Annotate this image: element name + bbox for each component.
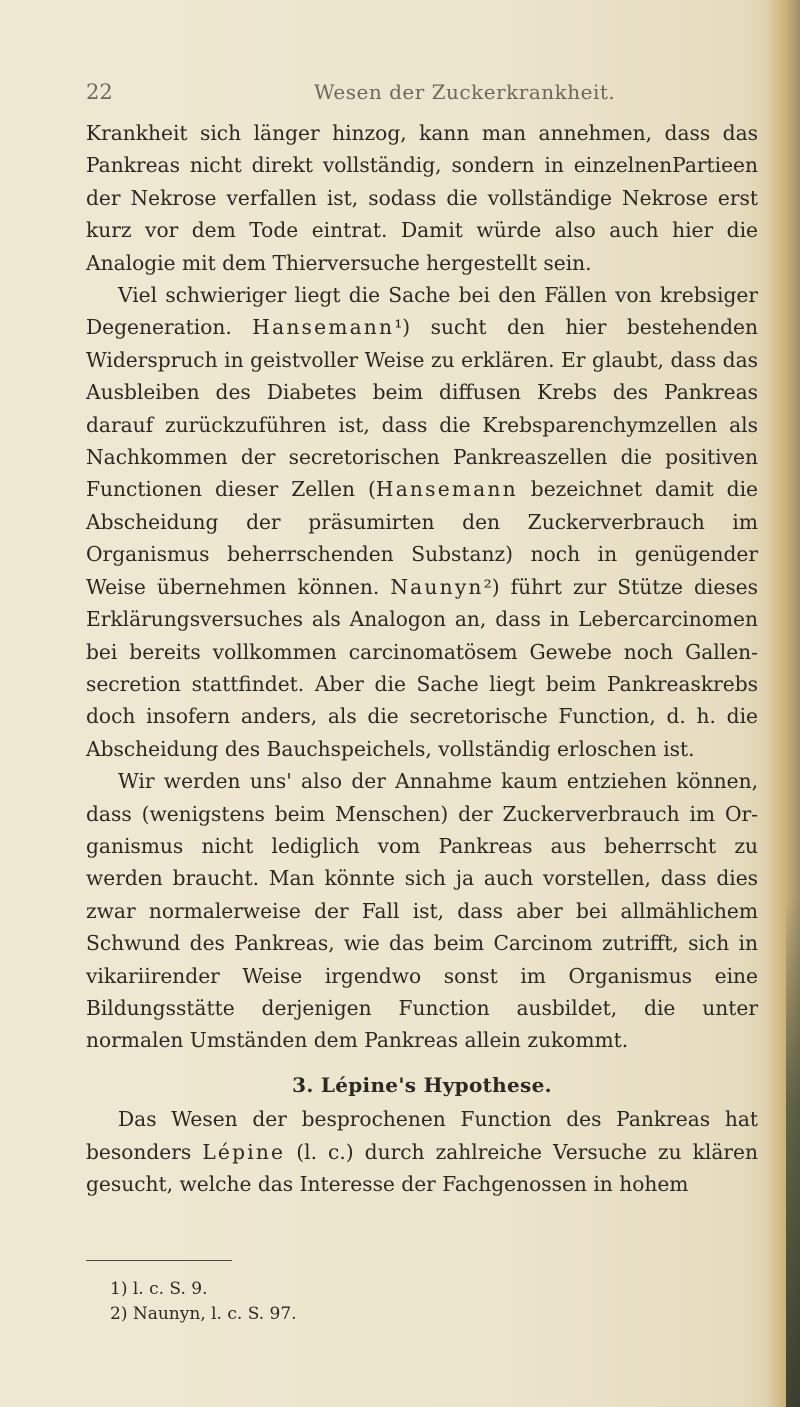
footnote-rule [86, 1260, 232, 1261]
page-header [86, 80, 758, 110]
footnote: 1) l. c. S. 9. [110, 1279, 208, 1299]
author-name: Lépine [202, 1139, 286, 1164]
text-segment: Viel schwieriger liegt die Sache bei den Fällen von krebsiger Degeneration. [86, 283, 758, 340]
author-name: Hansemann [375, 477, 518, 502]
paragraph [86, 765, 758, 1057]
running-head: Wesen der Zuckerkrankheit. [314, 80, 616, 104]
footnotes [110, 1277, 297, 1327]
text-segment: ²) führt zur Stütze dieses Erklärungsversuches als Analogon an, dass in Lebercarcinomen bei bereits vollkommen carcinomatösem Gewebe noch Gallensecretion stattfindet. Aber die Sache liegt beim Pankreaskrebs doch insofern anders, als die secretorische Function, d. h. die Abscheidung des Bauchspeichels, vollständig erloschen ist. [86, 574, 758, 761]
text-segment: Das Wesen der besprochenen Function des Pankreas hat besonders [86, 1107, 758, 1164]
text-segment: Krankheit sich länger hinzog, kann man annehmen, dass das Pankreas nicht direkt vollständig, sondern in einzelnenPartieen der Nekrose verfallen ist, sodass die vollständige Nekrose erst kurz vor dem Tode eintrat. Damit würde also auch hier die Analogie mit dem Thierversuche hergestellt sein. [86, 121, 758, 275]
text-segment: bezeichnet damit die Abscheidung der präsumirten den Zuckerverbrauch im Organismus beherrschenden Substanz) noch in genügender Weise übernehmen können. [86, 477, 758, 599]
paragraph [86, 117, 758, 279]
footnote: 2) Naunyn, l. c. S. 97. [110, 1304, 297, 1324]
paragraph [86, 279, 758, 765]
page-edge-binding [786, 900, 800, 1407]
text-segment: Wir werden uns' also der Annahme kaum entziehen können, dass (wenigstens beim Menschen) der Zuckerverbrauch im Organismus nicht lediglich vom Pankreas aus beherrscht zu werden braucht. Man könnte sich ja auch vorstellen, dass dies zwar normalerweise der Fall ist, dass aber bei allmählichem Schwund des Pankreas, wie das beim Carcinom zutrifft, sich in vikariirender Weise irgendwo sonst im Organismus eine Bildungsstätte derjenigen Function ausbildet, die unter normalen Umständen dem Pankreas allein zukommt. [86, 769, 758, 1053]
text-segment: ¹) sucht den hier bestehenden Widerspruch in geistvoller Weise zu erklären. Er glaubt, dass das Ausbleiben des Diabetes beim diffusen Krebs des Pankreas darauf zurückzuführen ist, dass die Krebsparenchymzellen als Nachkommen der secretorischen Pankreaszellen die positiven Functionen dieser Zellen ( [86, 315, 758, 502]
paragraph [86, 1103, 758, 1200]
page-number: 22 [86, 80, 113, 104]
body-text [86, 117, 758, 1200]
text-segment: (l. c.) durch zahlreiche Versuche zu klären gesucht, welche das Interesse der Fachgenossen in hohem [86, 1139, 758, 1196]
author-name: Naunyn [390, 574, 484, 599]
author-name: Hansemann [252, 315, 395, 340]
section-heading: 3. Lépine's Hypothese. [292, 1072, 552, 1097]
